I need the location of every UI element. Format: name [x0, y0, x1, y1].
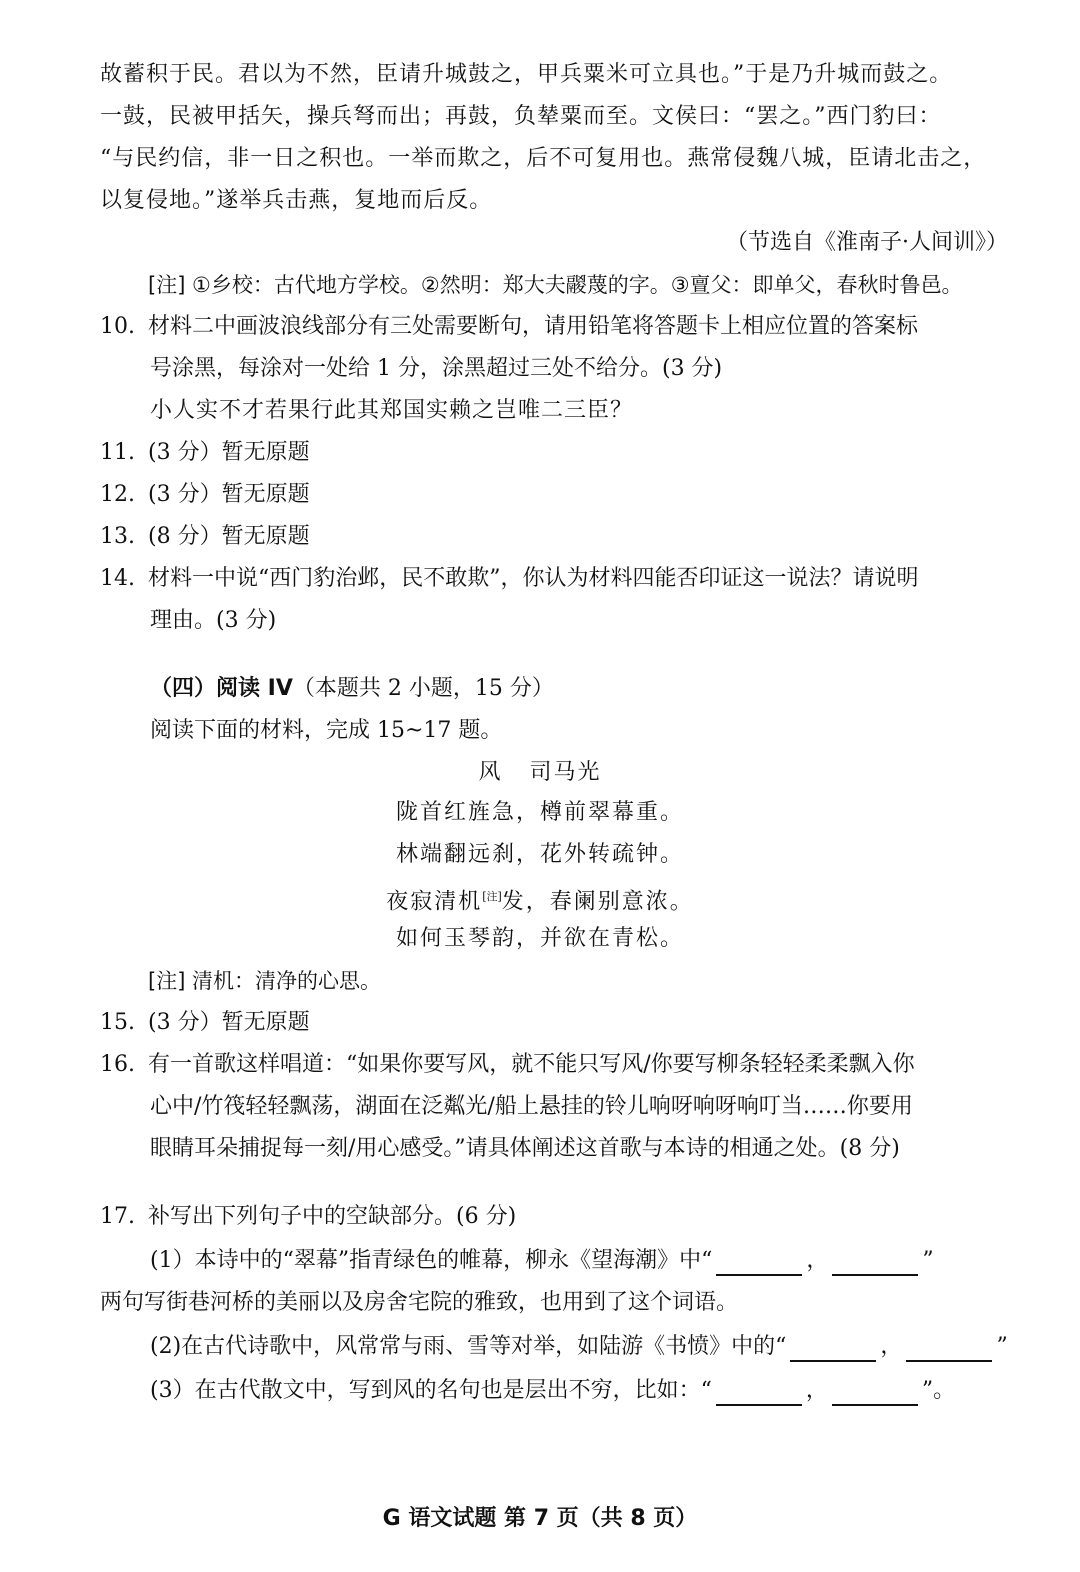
answer-blank[interactable]	[716, 1254, 802, 1276]
question-17-part-1	[150, 1246, 1018, 1276]
section-title: （四）阅读 IV	[150, 676, 293, 701]
question-text: (3 分）暂无原题	[148, 482, 310, 507]
passage-line: 故蓄积于民。君以为不然，臣请升城鼓之，甲兵粟米可立具也。”于是乃升城而鼓之。	[100, 62, 953, 87]
separator: ，	[880, 1334, 903, 1359]
poem-note: [注] 清机：清净的心思。	[148, 969, 382, 993]
question-number: 15.	[100, 1010, 135, 1035]
question-text: 材料一中说“西门豹治邺，民不敢欺”，你认为材料四能否印证这一说法？请说明	[148, 566, 919, 591]
question-number: 14.	[100, 566, 135, 591]
page-footer: G 语文试题 第 7 页（共 8 页）	[382, 1506, 698, 1531]
subquestion-text: (2)在古代诗歌中，风常常与雨、雪等对举，如陆游《书愤》中的“	[150, 1334, 787, 1359]
answer-blank[interactable]	[906, 1340, 992, 1362]
question-text: (3 分）暂无原题	[148, 1010, 310, 1035]
question-16	[100, 1050, 1018, 1080]
question-15	[100, 1008, 1018, 1038]
question-13	[100, 522, 1018, 552]
question-number: 11.	[100, 440, 135, 465]
question-number: 10.	[100, 314, 135, 339]
close-quote: ”	[922, 1248, 934, 1273]
section-heading	[150, 674, 1018, 704]
question-12	[100, 480, 1018, 510]
passage-line: 一鼓，民被甲括矢，操兵弩而出；再鼓，负辇粟而至。文侯曰：“罢之。”西门豹曰：	[100, 104, 942, 129]
close-quote: ”。	[921, 1378, 956, 1403]
poem-line: 陇首红旌急，樽前翠幕重。	[395, 800, 684, 825]
question-17	[100, 1202, 1018, 1232]
answer-blank[interactable]	[790, 1340, 876, 1362]
section-subtitle: （本题共 2 小题，15 分）	[292, 676, 554, 701]
passage-note: [注] ①乡校：古代地方学校。②然明：郑大夫鬷蔑的字。③亶父：即单父，春秋时鲁邑。	[148, 273, 963, 297]
passage-source: （节选自《淮南子·人间训》）	[726, 230, 1008, 255]
subquestion-text: 两句写街巷河桥的美丽以及房舍宅院的雅致，也用到了这个词语。	[100, 1290, 739, 1315]
separator: ，	[805, 1378, 828, 1403]
question-17-part-3	[150, 1376, 1018, 1406]
question-number: 12.	[100, 482, 135, 507]
answer-blank[interactable]	[832, 1384, 918, 1406]
question-text: (8 分）暂无原题	[148, 524, 310, 549]
poem-line: 如何玉琴韵，并欲在青松。	[395, 926, 684, 951]
question-text: 号涂黑，每涂对一处给 1 分，涂黑超过三处不给分。(3 分)	[150, 356, 723, 381]
poem-line-part: 夜寂清机	[386, 889, 483, 915]
question-17-part-2	[150, 1332, 1018, 1362]
question-10	[100, 312, 1018, 342]
question-number: 16.	[100, 1052, 135, 1077]
question-14	[100, 564, 1018, 594]
question-11	[100, 438, 1018, 468]
poem-author: 司马光	[529, 760, 602, 785]
poem-note-marker: [注]	[482, 890, 502, 903]
answer-blank[interactable]	[716, 1384, 802, 1406]
question-text: 心中/竹筏轻轻飘荡，湖面在泛粼光/船上悬挂的铃儿响呀响呀响叮当……你要用	[150, 1094, 913, 1119]
passage-line: 以复侵地。”遂举兵击燕，复地而后反。	[100, 188, 493, 213]
separator: ，	[806, 1248, 829, 1273]
question-text: 材料二中画波浪线部分有三处需要断句，请用铅笔将答题卡上相应位置的答案标	[148, 314, 919, 339]
question-number: 13.	[100, 524, 135, 549]
close-quote: ”	[996, 1334, 1008, 1359]
answer-blank[interactable]	[832, 1254, 918, 1276]
poem-line	[0, 882, 1080, 917]
poem-heading	[0, 758, 1080, 788]
question-text: 眼睛耳朵捕捉每一刻/用心感受。”请具体阐述这首歌与本诗的相通之处。(8 分)	[150, 1136, 900, 1161]
question-number: 17.	[100, 1204, 135, 1229]
subquestion-text: (1）本诗中的“翠幕”指青绿色的帷幕，柳永《望海潮》中“	[150, 1248, 713, 1273]
question-passage: 小人实不才若果行此其郑国实赖之岂唯二三臣？	[150, 398, 634, 423]
subquestion-text: (3）在古代散文中，写到风的名句也是层出不穷，比如：“	[150, 1378, 712, 1403]
question-text: 理由。(3 分)	[150, 608, 277, 633]
passage-line: “与民约信，非一日之积也。一举而欺之，后不可复用也。燕常侵魏八城，臣请北击之，	[100, 146, 987, 171]
question-text: 有一首歌这样唱道：“如果你要写风，就不能只写风/你要写柳条轻轻柔柔飘入你	[148, 1052, 915, 1077]
poem-title: 风	[478, 760, 503, 785]
question-text: 补写出下列句子中的空缺部分。(6 分)	[148, 1204, 517, 1229]
poem-line: 林端翻远刹，花外转疏钟。	[395, 842, 684, 867]
section-instruction: 阅读下面的材料，完成 15~17 题。	[150, 718, 503, 743]
poem-line-part: 发，春阑别意浓。	[501, 889, 694, 915]
question-text: (3 分）暂无原题	[148, 440, 310, 465]
